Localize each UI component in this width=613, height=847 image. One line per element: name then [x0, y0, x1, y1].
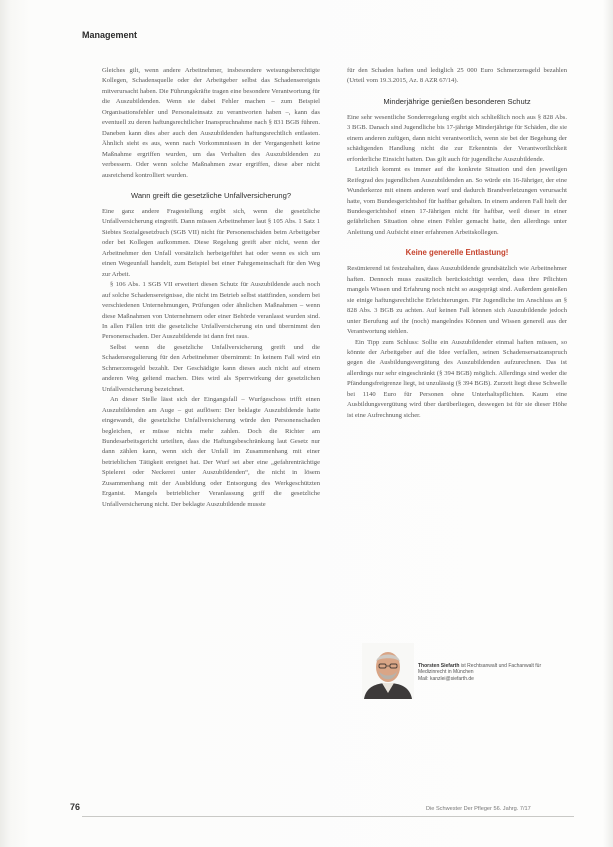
author-photo — [362, 643, 414, 699]
paragraph: § 106 Abs. 1 SGB VII erweitert diesen Schutz für Auszubildende auch noch auf solche Schadensereignisse, die nicht im Betrieb selbst stattfinden, sondern bei verschiedenen Unternehmungen, Prüfungen oder ähnlichen Maßnahmen – wenn diese Maßnahmen von Unternehmern oder einer Behörde veranlasst wurden sind. In allen Fällen tritt die gesetzliche Unfallversicherung ein und übernimmt den Personenschaden. Der Auszubildende ist dann frei raus. — [102, 281, 320, 341]
page-number: 76 — [70, 802, 81, 812]
author-box — [362, 643, 572, 699]
author-text — [418, 663, 568, 682]
subheading: Wann greift die gesetzliche Unfallversicherung? — [130, 190, 292, 200]
paragraph: Selbst wenn die gesetzliche Unfallversicherung greift und die Schadensregulierung für den Arbeitnehmer übernimmt: In keinem Fall wird ein Schmerzensgeld bezahlt. Der Geschädigte kann dieses auch nicht auf einem anderen Weg geltend machen. Dies wird als Sperrwirkung der gesetzlichen Unfallversicherung bezeichnet. — [102, 343, 320, 393]
footer-divider — [82, 816, 574, 817]
highlight-heading: Keine generelle Entlastung! — [405, 248, 509, 258]
author-name: Thorsten Siefarth — [418, 663, 460, 669]
paragraph: Gleiches gilt, wenn andere Arbeitnehmer, insbesondere weisungsberechtigte Kollegen, Schadensquelle oder der Arbeitgeber selbst das Schadensereignis mitverursacht haben. Die Führungskräfte tragen eine besondere Verantwortung für die Auszubildenden. Wenn sie dabei Fehler machen – zum Beispiel Organisationsfehler und Personaleinsatz zu verantworten haben –, kann das eventuell zu deren haftungsrechtlicher Inanspruchnahme nach § 831 BGB führen. Daneben kann dies aber auch den Auszubildenden haftungsrechtlich entlasten. Ähnlich sieht es aus, wenn nach Vorkommnissen in der Vergangenheit keine Maßnahme ergriffen wurden, um das Verhalten des Auszubildenden zu verbessern. Oder wenn solche Maßnahmen zwar ergriffen, diese aber nicht ausreichend kontrolliert wurden. — [102, 67, 320, 179]
left-column — [102, 66, 320, 510]
section-label: Management — [82, 30, 138, 40]
paragraph: für den Schaden haften und lediglich 25 000 Euro Schmerzensgeld bezahlen (Urteil vom 19.3.2015, Az. 8 AZR 67/14). — [347, 67, 567, 85]
author-bio: ist Rechtsanwalt und Fachanwalt für Medizinrecht in München — [418, 663, 542, 676]
right-column — [347, 66, 567, 421]
subheading: Minderjährige genießen besonderen Schutz — [383, 96, 531, 106]
paragraph: Eine sehr wesentliche Sonderregelung ergibt sich schließlich noch aus § 828 Abs. 3 BGB. Danach sind Jugendliche bis 17-jährige Minderjährige für Schäden, die sie einem anderen zufügen, dann nicht verantwortlich, wenn sie bei der Begehung der schädigenden Handlung nicht die zur Erkenntnis der Verantwortlichkeit erforderliche Einsicht hatten. Das gilt auch für jugendliche Auszubildende. — [347, 113, 567, 163]
footer-journal: Die Schwester Der Pfleger 56. Jahrg. 7/17 — [426, 806, 531, 812]
paragraph: Resümierend ist festzuhalten, dass Auszubildende grundsätzlich wie Arbeitnehmer haften. Dennoch muss zusätzlich berücksichtigt werden, dass ihre Pflichten mangels Wissen und Erfahrung noch nicht so ausgeprägt sind. Außerdem genießen sie einige haftungsrechtliche Erleichterungen. Für Jugendliche im Anschluss an § 828 Abs. 3 BGB zu achten. Auf keinen Fall können sich Auszubildende jedoch unter Berufung auf ihr (noch) mangelndes Können und Wissen generell aus der Verantwortung stehlen. — [347, 265, 567, 336]
paragraph: Letztlich kommt es immer auf die konkrete Situation und den jeweiligen Reifegrad des jugendlichen Auszubildenden an. So würde ein 16-Jähriger, der eine Wunderkerze mit einem anderen warf und dadurch Brandverletzungen verursacht hatte, vom Bundesgerichtshof für haftbar gehalten. In einem anderen Fall hielt der Bundesgerichtshof einen 17-Jährigen nicht für haftbar, weil dieser in einer gefährlichen Situation ohne einen Fehler gemacht hatte, den allerdings unter Anleitung und Aufsicht einer erfahrenen Arbeitskollegen. — [347, 166, 567, 236]
paragraph: Eine ganz andere Fragestellung ergibt sich, wenn die gesetzliche Unfallversicherung eingreift. Dann müssen Arbeitnehmer laut § 105 Abs. 1 Satz 1 Siebtes Sozialgesetzbuch (SGB VII) nicht für Personenschäden beim Arbeitgeber oder bei Kollegen aufkommen. Diese Regelung greift aber nicht, wenn der Arbeitnehmer den Unfall vorsätzlich herbeigeführt hat oder wenn es sich um einen Wegeunfall handelt, zum Beispiel bei einer Fahrgemeinschaft für den Weg zur Arbeit. — [102, 207, 320, 278]
paragraph: Ein Tipp zum Schluss: Sollte ein Auszubildender einmal haften müssen, so könnte der Arbeitgeber auf die Idee verfallen, seinen Schadensersatzanspruch gegen die Ausbildungsvergütung des Auszubildenden aufzurechnen. Das ist allerdings nur sehr eingeschränkt (§ 394 BGB) möglich. Allerdings sind weder die Pfändungsfreigrenze liegt, ist unzulässig (§ 394 BGB). Zurzeit liegt diese Schwelle bei 1140 Euro für Personen ohne Unterhaltspflichten. Kaum eine Ausbildungsvergütung wird über darüberliegen, deswegen ist für sie dieser Höhe ist eine Aufrechnung sicher. — [347, 338, 567, 419]
paragraph: An dieser Stelle lässt sich der Eingangsfall – Wurfgeschoss trifft einen Auszubildenden am Auge – gut auflösen: Der beklagte Auszubildende hatte eingewandt, die gesetzliche Unfallversicherung würde den Personenschaden begleichen, er müsse nichts mehr zahlen. Doch die Richter am Bundesarbeitsgericht urteilten, dass die Haftungsbeschränkung laut Gesetz nur dann zählen kann, wenn sich der Unfall im Zusammenhang mit einer betrieblichen Tätigkeit ereignet hat. Der Wurf sei aber eine „gefahrenträchtige Spielerei oder Neckerei unter Auszubildenden“, die nicht in lösem Zusammenhang mit der Ausbildung oder Entsorgung des Werkgeschützten Erganist. Mangels betrieblicher Veranlassung griff die gesetzliche Unfallversicherung nicht. Der beklagte Auszubildende musste — [102, 396, 320, 508]
author-mail: Mail: kanzlei@siefarth.de — [418, 675, 474, 682]
